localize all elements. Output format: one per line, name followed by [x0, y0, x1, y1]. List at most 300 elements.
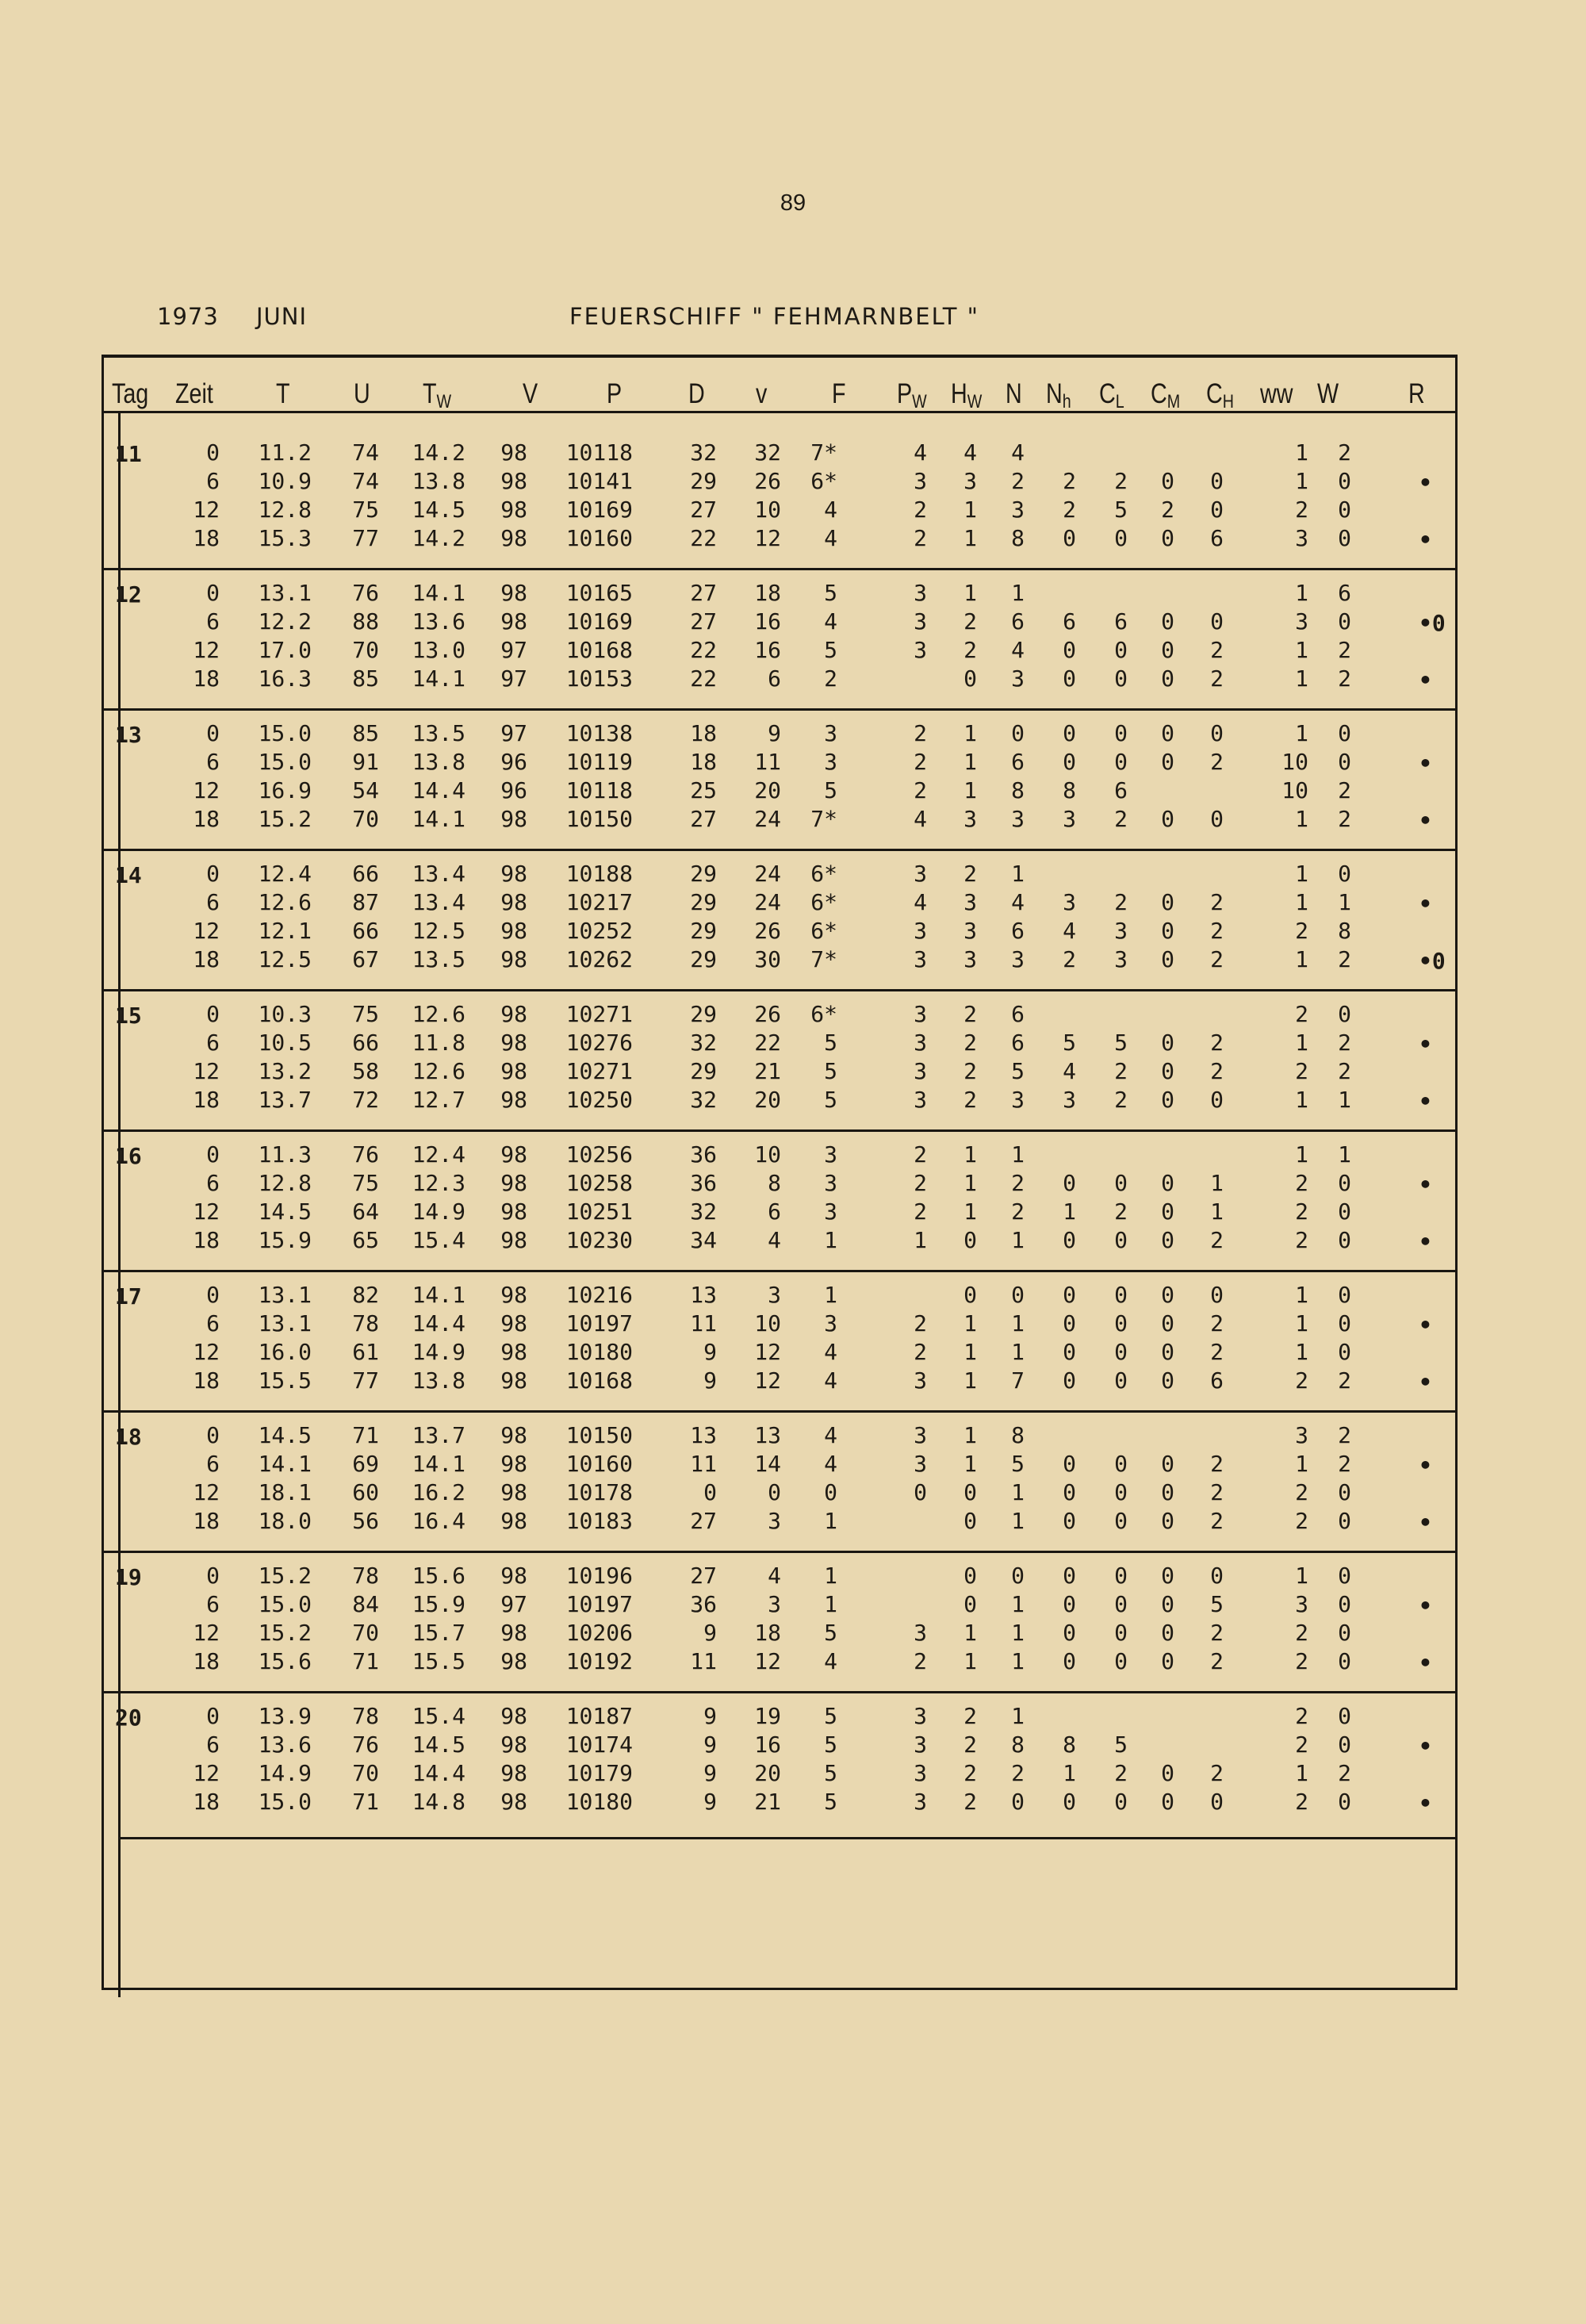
table-cell: 0 [206, 1422, 220, 1448]
table-cell: 12 [754, 1648, 781, 1674]
table-cell: 98 [500, 1422, 527, 1448]
column-header: R [1408, 378, 1425, 409]
table-cell: 2 [1011, 1760, 1025, 1786]
table-cell: 5 [824, 1731, 837, 1758]
table-cell: 13.8 [412, 749, 465, 775]
table-cell: 6* [810, 889, 837, 915]
table-cell: 98 [500, 497, 527, 523]
table-cell: 10230 [565, 1227, 633, 1253]
table-cell: 98 [500, 1030, 527, 1056]
table-cell: 0 [1114, 1170, 1128, 1196]
table-cell: 14.1 [412, 580, 465, 606]
table-cell: 9 [703, 1339, 717, 1365]
table-cell: 6 [1011, 749, 1025, 775]
day-label: 19 [115, 1564, 142, 1590]
header-rule [104, 411, 1455, 413]
table-cell: 11 [690, 1648, 717, 1674]
table-cell: 32 [690, 1198, 717, 1225]
column-header: P [607, 378, 623, 409]
day-separator [104, 1270, 1455, 1272]
table-cell: 1 [963, 1339, 977, 1365]
table-cell: 0 [206, 1703, 220, 1729]
table-cell: 58 [352, 1058, 379, 1084]
table-cell: 2 [914, 1648, 927, 1674]
table-cell: 26 [754, 1001, 781, 1027]
table-cell: 4 [963, 439, 977, 466]
table-cell: 56 [352, 1508, 379, 1534]
table-cell: 5 [824, 1789, 837, 1815]
table-cell: 5 [824, 1760, 837, 1786]
table-cell: 10174 [565, 1731, 633, 1758]
table-cell: 9 [703, 1731, 717, 1758]
table-cell: 32 [690, 439, 717, 466]
table-cell: 91 [352, 749, 379, 775]
table-cell: 2 [914, 1198, 927, 1225]
table-cell: 12.3 [412, 1170, 465, 1196]
table-cell: 0 [1338, 1227, 1351, 1253]
table-cell: 1 [963, 525, 977, 551]
table-cell: 1 [824, 1282, 837, 1308]
day-separator [104, 1129, 1455, 1132]
table-cell: 30 [754, 946, 781, 972]
table-cell: 3 [963, 889, 977, 915]
table-cell: 3 [914, 1087, 927, 1113]
table-cell: 2 [963, 861, 977, 887]
table-cell: 14.2 [412, 525, 465, 551]
table-cell: 10138 [565, 720, 633, 746]
table-cell: 0 [1063, 749, 1076, 775]
table-cell: 6* [810, 861, 837, 887]
table-cell: 12 [754, 1339, 781, 1365]
precip-mark: • [1419, 1172, 1432, 1198]
table-cell: 1 [1295, 1087, 1308, 1113]
table-cell: 2 [1338, 1760, 1351, 1786]
table-cell: 1 [824, 1591, 837, 1617]
precip-mark: • [1419, 1790, 1432, 1816]
column-header: $H_W$ [951, 378, 983, 412]
table-cell: 2 [1295, 1001, 1308, 1027]
table-cell: 2 [1063, 497, 1076, 523]
table-cell: 0 [1161, 720, 1174, 746]
table-cell: 0 [1161, 1310, 1174, 1336]
table-cell: 18 [193, 1648, 220, 1674]
table-cell: 0 [1011, 1282, 1025, 1308]
table-cell: 0 [1338, 720, 1351, 746]
table-cell: 22 [754, 1030, 781, 1056]
table-cell: 1 [1338, 889, 1351, 915]
table-cell: 2 [1210, 1760, 1224, 1786]
table-cell: 3 [963, 946, 977, 972]
table-cell: 12.4 [412, 1141, 465, 1168]
table-cell: 4 [1011, 637, 1025, 663]
table-cell: 3 [1114, 918, 1128, 944]
table-cell: 3 [1011, 497, 1025, 523]
table-cell: 18 [193, 1789, 220, 1815]
table-cell: 75 [352, 497, 379, 523]
table-cell: 0 [1114, 1227, 1128, 1253]
table-cell: 12.8 [258, 1170, 312, 1196]
table-cell: 98 [500, 580, 527, 606]
table-cell: 3 [914, 1367, 927, 1394]
table-cell: 76 [352, 580, 379, 606]
table-cell: 10165 [565, 580, 633, 606]
table-cell: 2 [1063, 946, 1076, 972]
table-cell: 12.1 [258, 918, 312, 944]
table-cell: 1 [1295, 439, 1308, 466]
table-cell: 10118 [565, 777, 633, 803]
table-cell: 77 [352, 525, 379, 551]
table-cell: 97 [500, 637, 527, 663]
table-cell: 2 [1210, 1227, 1224, 1253]
table-cell: 1 [963, 1310, 977, 1336]
table-cell: 0 [1161, 665, 1174, 692]
table-cell: 27 [690, 1508, 717, 1534]
table-cell: 29 [690, 1058, 717, 1084]
table-cell: 1 [1295, 1760, 1308, 1786]
table-cell: 1 [1011, 1141, 1025, 1168]
table-cell: 98 [500, 439, 527, 466]
table-cell: 34 [690, 1227, 717, 1253]
table-cell: 0 [206, 861, 220, 887]
table-cell: 98 [500, 861, 527, 887]
table-cell: 32 [754, 439, 781, 466]
table-cell: 5 [1114, 497, 1128, 523]
table-cell: 21 [754, 1058, 781, 1084]
table-cell: 0 [1338, 608, 1351, 635]
table-cell: 12 [193, 1479, 220, 1505]
table-cell: 96 [500, 749, 527, 775]
table-cell: 13 [690, 1282, 717, 1308]
table-cell: 1 [963, 749, 977, 775]
table-cell: 0 [1161, 468, 1174, 494]
table-cell: 98 [500, 806, 527, 832]
table-cell: 3 [1295, 525, 1308, 551]
table-cell: 0 [1161, 1087, 1174, 1113]
table-cell: 2 [1338, 637, 1351, 663]
table-cell: 3 [1295, 1422, 1308, 1448]
table-cell: 2 [1114, 806, 1128, 832]
table-cell: 2 [963, 1703, 977, 1729]
table-cell: 2 [1295, 1170, 1308, 1196]
table-cell: 10153 [565, 665, 633, 692]
table-cell: 2 [1295, 1789, 1308, 1815]
day-label: 18 [115, 1424, 142, 1450]
day-separator [104, 1691, 1455, 1693]
table-cell: 2 [963, 1789, 977, 1815]
column-header: Zeit [175, 378, 213, 409]
table-cell: 0 [1114, 1367, 1128, 1394]
table-cell: 2 [1210, 637, 1224, 663]
table-cell: 98 [500, 1648, 527, 1674]
table-cell: 13.4 [412, 861, 465, 887]
table-cell: 76 [352, 1141, 379, 1168]
table-cell: 14.1 [412, 1282, 465, 1308]
table-cell: 13 [690, 1422, 717, 1448]
table-cell: 2 [1063, 468, 1076, 494]
table-cell: 2 [1210, 1648, 1224, 1674]
table-cell: 2 [1338, 1058, 1351, 1084]
table-cell: 0 [1114, 1563, 1128, 1589]
table-cell: 5 [824, 1703, 837, 1729]
table-cell: 2 [1161, 497, 1174, 523]
table-cell: 0 [824, 1479, 837, 1505]
table-cell: 0 [1063, 637, 1076, 663]
table-cell: 98 [500, 525, 527, 551]
table-cell: 70 [352, 637, 379, 663]
table-cell: 97 [500, 1591, 527, 1617]
table-cell: 14.1 [412, 806, 465, 832]
table-cell: 4 [824, 497, 837, 523]
precip-mark: • [1419, 891, 1432, 917]
column-header: $C_H$ [1206, 378, 1234, 412]
table-cell: 18 [193, 665, 220, 692]
table-cell: 16 [754, 637, 781, 663]
table-cell: 78 [352, 1310, 379, 1336]
table-cell: 29 [690, 946, 717, 972]
table-cell: 3 [768, 1508, 781, 1534]
table-cell: 12 [193, 1760, 220, 1786]
table-cell: 3 [914, 1058, 927, 1084]
table-cell: 16 [754, 1731, 781, 1758]
table-cell: 98 [500, 1479, 527, 1505]
data-table [102, 355, 1458, 1990]
table-cell: 18 [754, 580, 781, 606]
table-cell: 4 [824, 1648, 837, 1674]
table-cell: 12.6 [258, 889, 312, 915]
table-cell: 13.8 [412, 468, 465, 494]
table-cell: 2 [963, 1087, 977, 1113]
table-cell: 6 [1063, 608, 1076, 635]
table-cell: 9 [703, 1703, 717, 1729]
table-cell: 3 [1295, 608, 1308, 635]
table-cell: 1 [914, 1227, 927, 1253]
table-cell: 2 [1210, 1479, 1224, 1505]
table-cell: 98 [500, 1282, 527, 1308]
table-cell: 13.1 [258, 580, 312, 606]
table-cell: 0 [1063, 1563, 1076, 1589]
table-cell: 0 [963, 665, 977, 692]
day-label: 13 [115, 722, 142, 748]
table-cell: 0 [1114, 1479, 1128, 1505]
table-cell: 10250 [565, 1087, 633, 1113]
table-cell: 3 [824, 1198, 837, 1225]
column-header: $C_L$ [1099, 378, 1124, 412]
table-cell: 0 [1063, 1170, 1076, 1196]
table-cell: 2 [1295, 1703, 1308, 1729]
table-cell: 1 [1295, 1141, 1308, 1168]
table-cell: 18 [193, 525, 220, 551]
table-cell: 15.0 [258, 749, 312, 775]
table-cell: 98 [500, 468, 527, 494]
table-cell: 0 [1210, 1087, 1224, 1113]
precip-mark: • [1419, 1369, 1432, 1395]
table-cell: 0 [1063, 1620, 1076, 1646]
table-cell: 13.2 [258, 1058, 312, 1084]
table-cell: 76 [352, 1731, 379, 1758]
table-cell: 1 [1295, 580, 1308, 606]
table-cell: 0 [1161, 525, 1174, 551]
table-cell: 2 [1114, 889, 1128, 915]
table-cell: 0 [1114, 1451, 1128, 1477]
table-cell: 2 [963, 608, 977, 635]
table-cell: 2 [1114, 1198, 1128, 1225]
table-cell: 0 [1161, 1760, 1174, 1786]
precip-mark: • [1419, 1733, 1432, 1759]
table-cell: 1 [1011, 1620, 1025, 1646]
table-cell: 0 [1338, 861, 1351, 887]
column-header: F [832, 378, 846, 409]
table-cell: 14.1 [412, 1451, 465, 1477]
table-cell: 12.4 [258, 861, 312, 887]
table-cell: 10168 [565, 1367, 633, 1394]
table-cell: 6* [810, 468, 837, 494]
table-cell: 2 [1338, 1422, 1351, 1448]
table-cell: 3 [1114, 946, 1128, 972]
table-cell: 6 [1011, 1001, 1025, 1027]
table-cell: 0 [1114, 749, 1128, 775]
precip-mark: • [1419, 470, 1432, 496]
table-cell: 2 [1210, 1339, 1224, 1365]
table-cell: 1 [963, 1422, 977, 1448]
table-cell: 3 [1063, 806, 1076, 832]
table-cell: 2 [1210, 889, 1224, 915]
table-cell: 0 [1063, 1227, 1076, 1253]
table-cell: 0 [1161, 1367, 1174, 1394]
table-cell: 0 [1210, 1563, 1224, 1589]
table-cell: 2 [1295, 918, 1308, 944]
table-cell: 24 [754, 861, 781, 887]
table-cell: 36 [690, 1141, 717, 1168]
table-cell: 70 [352, 806, 379, 832]
table-cell: 27 [690, 1563, 717, 1589]
table-cell: 2 [1295, 1198, 1308, 1225]
table-cell: 3 [914, 1789, 927, 1815]
precip-mark: • [1419, 750, 1432, 777]
table-cell: 1 [963, 777, 977, 803]
table-cell: 5 [1114, 1731, 1128, 1758]
table-cell: 10197 [565, 1310, 633, 1336]
table-cell: 10180 [565, 1789, 633, 1815]
table-cell: 3 [914, 861, 927, 887]
table-cell: 18 [690, 720, 717, 746]
table-cell: 2 [1295, 1731, 1308, 1758]
table-cell: 3 [914, 1703, 927, 1729]
table-cell: 98 [500, 1703, 527, 1729]
table-cell: 21 [754, 1789, 781, 1815]
table-cell: 1 [824, 1227, 837, 1253]
table-cell: 0 [1161, 1282, 1174, 1308]
table-cell: 10179 [565, 1760, 633, 1786]
table-cell: 0 [1063, 1648, 1076, 1674]
table-cell: 0 [1063, 525, 1076, 551]
table-cell: 5 [824, 1030, 837, 1056]
title-year: 1973 [157, 303, 219, 330]
table-cell: 15.9 [412, 1591, 465, 1617]
table-cell: 10 [754, 1310, 781, 1336]
table-cell: 1 [1295, 468, 1308, 494]
table-cell: 0 [1338, 497, 1351, 523]
table-cell: 0 [1161, 889, 1174, 915]
table-cell: 14.4 [412, 777, 465, 803]
table-cell: 0 [1063, 1339, 1076, 1365]
table-cell: 10271 [565, 1001, 633, 1027]
table-cell: 2 [963, 1058, 977, 1084]
table-cell: 16.3 [258, 665, 312, 692]
table-cell: 0 [1161, 1591, 1174, 1617]
table-cell: 14.5 [412, 1731, 465, 1758]
table-cell: 0 [1161, 1227, 1174, 1253]
table-cell: 97 [500, 720, 527, 746]
table-cell: 3 [824, 720, 837, 746]
table-cell: 98 [500, 1760, 527, 1786]
table-cell: 24 [754, 806, 781, 832]
table-cell: 0 [963, 1563, 977, 1589]
table-cell: 4 [768, 1563, 781, 1589]
table-cell: 2 [1338, 1030, 1351, 1056]
table-cell: 0 [1114, 1508, 1128, 1534]
table-cell: 2 [1114, 468, 1128, 494]
table-cell: 0 [1114, 665, 1128, 692]
table-cell: 0 [963, 1227, 977, 1253]
table-cell: 3 [914, 608, 927, 635]
table-cell: 1 [1295, 1282, 1308, 1308]
table-cell: 36 [690, 1591, 717, 1617]
table-cell: 3 [914, 580, 927, 606]
table-cell: 14.4 [412, 1310, 465, 1336]
table-cell: 0 [1338, 1648, 1351, 1674]
table-cell: 72 [352, 1087, 379, 1113]
table-cell: 8 [1338, 918, 1351, 944]
table-cell: 98 [500, 1731, 527, 1758]
table-cell: 71 [352, 1789, 379, 1815]
table-cell: 15.2 [258, 1563, 312, 1589]
table-cell: 0 [1161, 1648, 1174, 1674]
table-cell: 85 [352, 665, 379, 692]
table-cell: 1 [1295, 1339, 1308, 1365]
table-cell: 10183 [565, 1508, 633, 1534]
table-cell: 3 [1011, 946, 1025, 972]
table-cell: 8 [1063, 777, 1076, 803]
table-cell: 36 [690, 1170, 717, 1196]
table-cell: 87 [352, 889, 379, 915]
table-cell: 2 [963, 1760, 977, 1786]
table-cell: 18.1 [258, 1479, 312, 1505]
table-cell: 7 [1011, 1367, 1025, 1394]
table-cell: 82 [352, 1282, 379, 1308]
table-cell: 84 [352, 1591, 379, 1617]
table-cell: 29 [690, 861, 717, 887]
table-cell: 3 [914, 1620, 927, 1646]
table-cell: 22 [690, 665, 717, 692]
table-cell: 0 [206, 720, 220, 746]
table-cell: 0 [1114, 1591, 1128, 1617]
table-cell: 5 [824, 1058, 837, 1084]
table-cell: 12.5 [412, 918, 465, 944]
table-cell: 18 [193, 806, 220, 832]
table-cell: 0 [1011, 1563, 1025, 1589]
table-cell: 1 [1295, 637, 1308, 663]
table-cell: 98 [500, 1367, 527, 1394]
column-header: W [1317, 378, 1339, 409]
table-cell: 0 [1210, 468, 1224, 494]
table-cell: 12 [193, 497, 220, 523]
table-cell: 4 [1063, 918, 1076, 944]
table-cell: 15.2 [258, 806, 312, 832]
table-cell: 13.9 [258, 1703, 312, 1729]
table-cell: 0 [1063, 1451, 1076, 1477]
table-cell: 16.0 [258, 1339, 312, 1365]
table-cell: 2 [914, 1310, 927, 1336]
